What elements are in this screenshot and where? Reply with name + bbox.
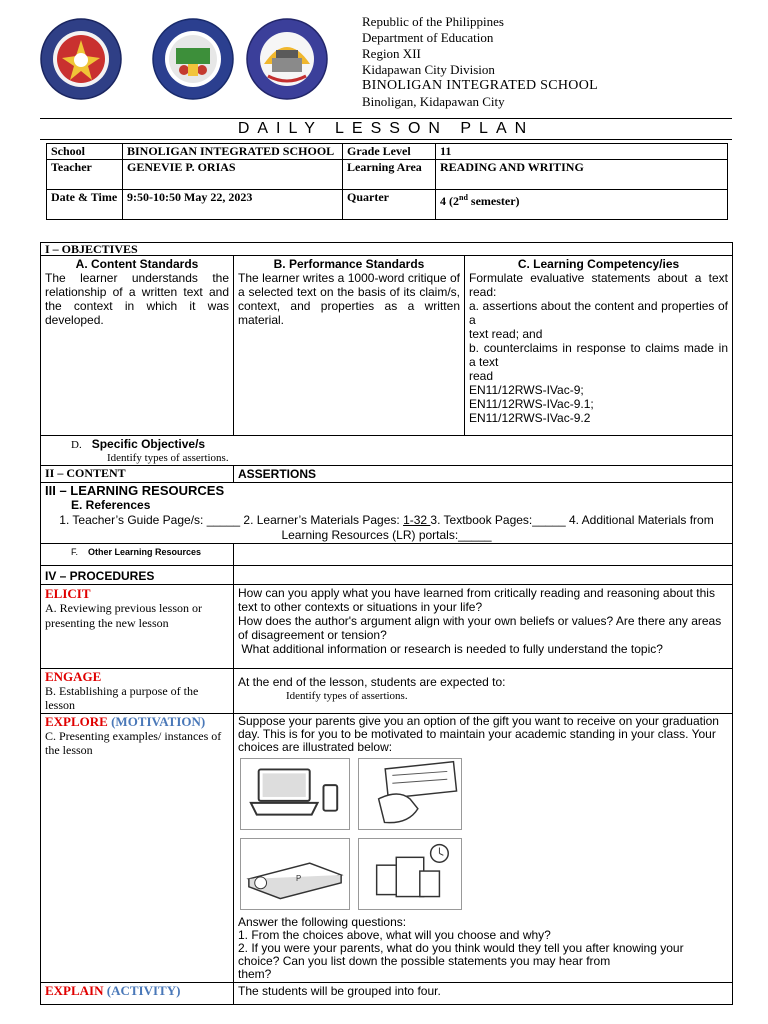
info-table xyxy=(46,143,728,220)
header-line: Region XII xyxy=(362,46,421,61)
other-resources-letter: F. xyxy=(71,547,79,557)
elicit-question: What additional information or research is needed to fully understand the topic? xyxy=(238,642,663,656)
header-line: Republic of the Philippines xyxy=(362,14,504,29)
competency-line: Formulate evaluative statements about a text read: xyxy=(469,271,728,299)
explore-tag: EXPLORE xyxy=(45,714,112,729)
specific-objectives-cell xyxy=(41,436,733,466)
elicit-question: How does the author's argument align with your own beliefs or values? Are there any areas of disagreement or tension? xyxy=(238,614,722,642)
deped-division-seal xyxy=(152,18,234,100)
questions-intro: Answer the following questions: xyxy=(238,915,407,929)
date-label: Date & Time xyxy=(47,190,123,220)
engage-tag: ENGAGE xyxy=(45,669,102,684)
performance-standards-text: The learner writes a 1000-word critique of a selected text on the basis of its claim/s, context, and properties as a written material. xyxy=(238,271,460,327)
header-line: Department of Education xyxy=(362,30,494,45)
engage-line: At the end of the lesson, students are expected to: xyxy=(238,675,506,689)
specific-objectives-text: Identify types of assertions. xyxy=(107,452,229,464)
objectives-heading: I – OBJECTIVES xyxy=(41,243,733,256)
content-heading: II – CONTENT xyxy=(41,466,234,483)
quarter-value: 4 (2nd semester) xyxy=(436,190,728,220)
lm-pages: 1-32 xyxy=(403,513,431,527)
content-standards-title: A. Content Standards xyxy=(75,257,199,271)
explain-content: The students will be grouped into four. xyxy=(234,983,733,1005)
check-in-hand-image xyxy=(358,758,462,830)
teacher-value: GENEVIE P. ORIAS xyxy=(123,160,343,190)
content-standards-cell xyxy=(41,256,234,436)
competency-line: EN11/12RWS-IVac-9.1; xyxy=(469,397,594,411)
specific-objectives-title: Specific Objective/s xyxy=(91,437,206,451)
other-resources-title: Other Learning Resources xyxy=(88,547,202,557)
school-address: Binoligan, Kidapawan City xyxy=(362,94,505,109)
explore-subtag: (MOTIVATION) xyxy=(111,714,206,729)
specific-objectives-label: D. xyxy=(71,439,82,451)
quarter-label: Quarter xyxy=(343,190,436,220)
explore-label-cell xyxy=(41,714,234,983)
other-resources-label-cell xyxy=(41,544,234,566)
competency-line: a. assertions about the content and properties of a xyxy=(469,299,728,327)
references-title: E. References xyxy=(71,498,151,512)
cash-bundle-image xyxy=(240,838,350,910)
school-name: BINOLIGAN INTEGRATED SCHOOL xyxy=(362,78,598,93)
explain-label-cell xyxy=(41,983,234,1005)
school-value: BINOLIGAN INTEGRATED SCHOOL xyxy=(123,144,343,160)
grade-value: 11 xyxy=(436,144,728,160)
shopping-bags-image xyxy=(358,838,462,910)
header-block xyxy=(362,14,598,110)
svg-text:P: P xyxy=(295,873,302,883)
teacher-label: Teacher xyxy=(47,160,123,190)
engage-content xyxy=(234,669,733,714)
area-label: Learning Area xyxy=(343,160,436,190)
elicit-label: A. Reviewing previous lesson or presenting the new lesson xyxy=(45,601,202,630)
question-2-end: them? xyxy=(238,967,272,981)
content-value: ASSERTIONS xyxy=(234,466,733,483)
explain-subtag: (ACTIVITY) xyxy=(106,983,181,998)
page-title: DAILY LESSON PLAN xyxy=(237,120,535,137)
binoligan-school-seal xyxy=(246,18,328,100)
kagawaran-ng-edukasyon-seal xyxy=(40,18,122,100)
procedures-heading-blank xyxy=(234,566,733,585)
question-1: 1. From the choices above, what will you choose and why? xyxy=(238,928,551,942)
performance-standards-cell xyxy=(234,256,465,436)
explore-content xyxy=(234,714,733,983)
elicit-content xyxy=(234,585,733,669)
competency-line: EN11/12RWS-IVac-9.2 xyxy=(469,411,591,425)
competency-line: EN11/12RWS-IVac-9; xyxy=(469,383,584,397)
resources-heading: III – LEARNING RESOURCES xyxy=(45,483,225,498)
engage-label-cell xyxy=(41,669,234,714)
engage-objective: Identify types of assertions. xyxy=(286,690,408,702)
resources-cell xyxy=(41,483,733,544)
references-text: 1. Teacher’s Guide Page/s: _____ 2. Learner’s Materials Pages: 1-32 3. Textbook Pages:_____ 4. Additional Materials from Learning Resources (LR) portals:_____ xyxy=(59,513,714,542)
area-value: READING AND WRITING xyxy=(436,160,728,190)
grade-label: Grade Level xyxy=(343,144,436,160)
elicit-tag: ELICIT xyxy=(45,586,91,601)
content-standards-text: The learner understands the relationship of a written text and the context in which it was developed. xyxy=(45,271,229,327)
laptop-and-phone-image xyxy=(240,758,350,830)
explain-tag: EXPLAIN xyxy=(45,983,107,998)
engage-label: B. Establishing a purpose of the lesson xyxy=(45,684,199,712)
learning-competency-cell xyxy=(465,256,733,436)
explore-intro: Suppose your parents give you an option of the gift you want to receive on your graduation day. This is for you to be motivated to maintain your academic standing in your class. Your choices are illustrated below: xyxy=(238,714,719,754)
competency-line: read xyxy=(469,369,494,383)
lesson-plan-table xyxy=(40,242,733,1005)
header-rule-top xyxy=(40,118,732,119)
header-rule-bottom xyxy=(40,139,732,140)
gift-choices-grid xyxy=(240,758,728,910)
elicit-question: How can you apply what you have learned from critically reading and reasoning about this text to other contexts or situations in your life? xyxy=(238,586,715,614)
explore-label: C. Presenting examples/ instances of the lesson xyxy=(45,729,222,757)
performance-standards-title: B. Performance Standards xyxy=(273,257,425,271)
question-2: 2. If you were your parents, what do you think would they tell you after knowing your choice? Can you list down the possible statements you may hear from xyxy=(238,941,684,968)
competency-line: text read; and xyxy=(469,327,543,341)
header-line: Kidapawan City Division xyxy=(362,62,495,77)
school-label: School xyxy=(47,144,123,160)
procedures-heading: IV – PROCEDURES xyxy=(41,566,234,585)
other-resources-value xyxy=(234,544,733,566)
elicit-label-cell xyxy=(41,585,234,669)
date-value: 9:50-10:50 May 22, 2023 xyxy=(123,190,343,220)
learning-competency-title: C. Learning Competency/ies xyxy=(517,257,680,271)
competency-line: b. counterclaims in response to claims made in a text xyxy=(469,341,728,369)
